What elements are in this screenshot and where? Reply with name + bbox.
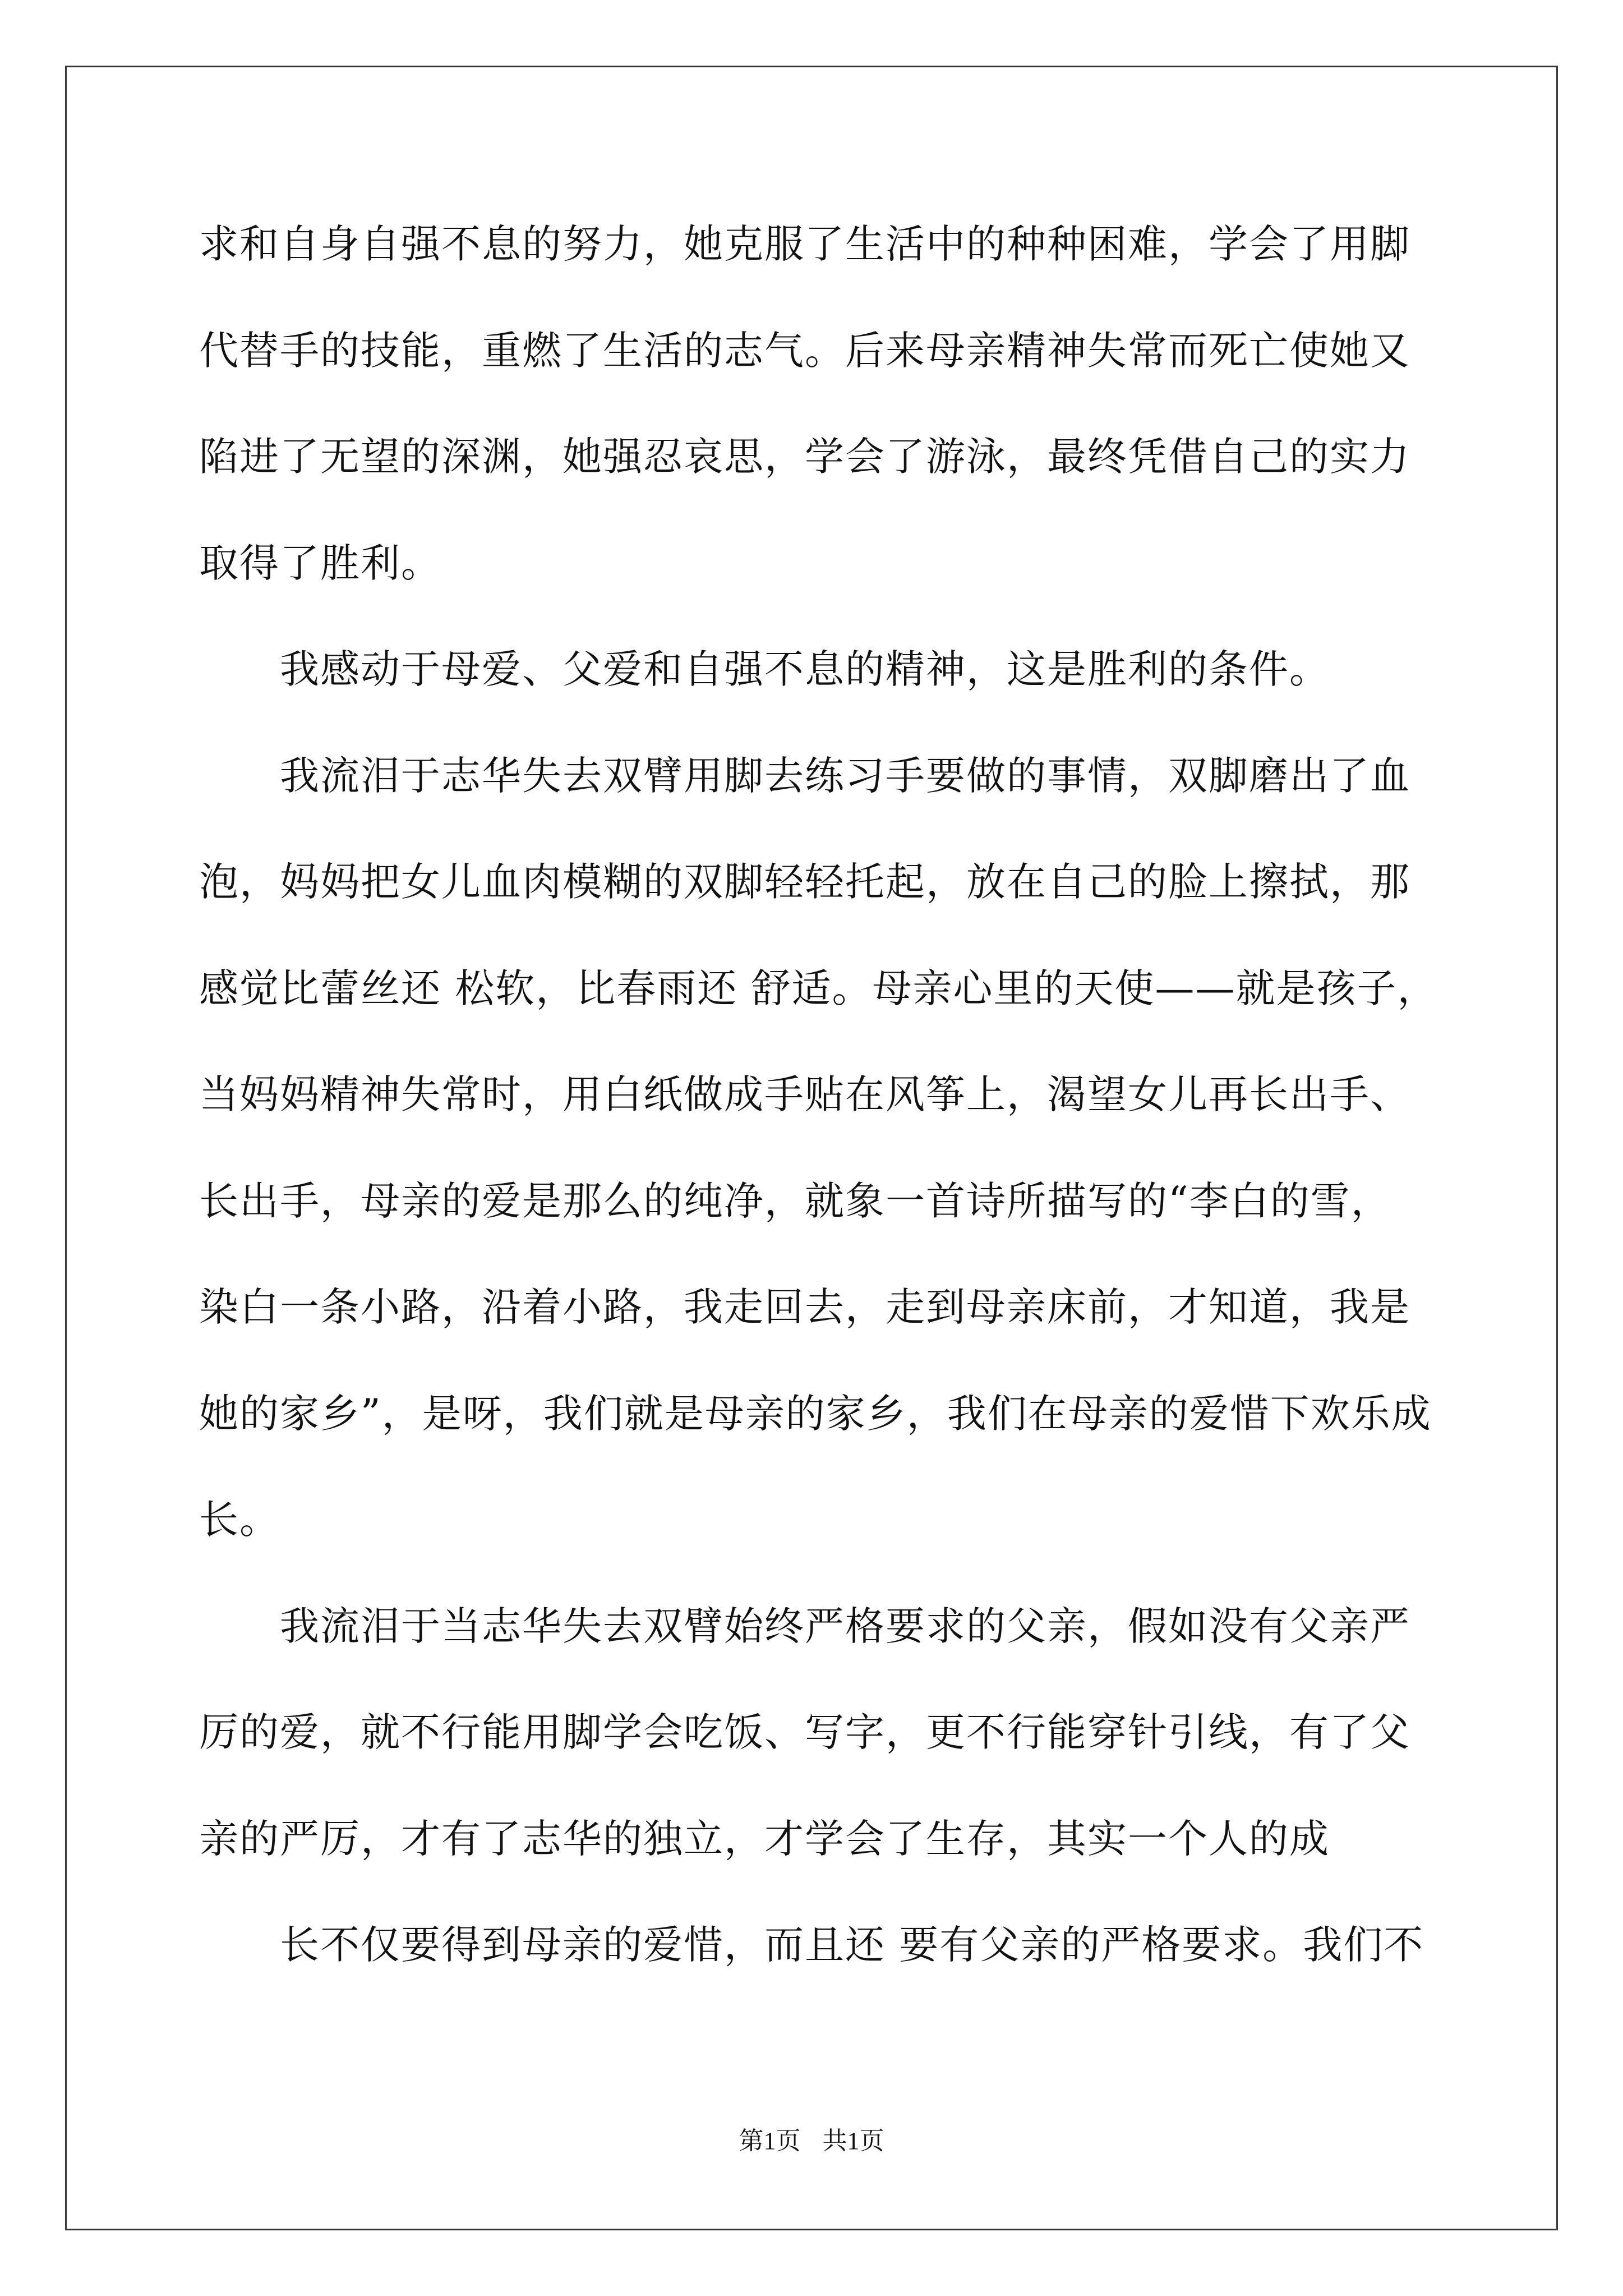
page-footer (0, 2129, 1623, 2154)
text-line: 当妈妈精神失常时，用白纸做成手贴在风筝上，渴望女儿再长出手、 (199, 1071, 1410, 1117)
paragraph-first-line: 我流泪于当志华失去双臂始终严格要求的父亲，假如没有父亲严 (280, 1603, 1410, 1649)
text-line: 陷进了无望的深渊，她强忍哀思，学会了游泳，最终凭借自己的实力 (199, 434, 1410, 480)
text-line: 取得了胜利。 (199, 540, 441, 586)
text-line: 泡，妈妈把女儿血肉模糊的双脚轻轻托起，放在自己的脸上擦拭，那 (199, 859, 1410, 905)
paragraph-first-line: 我流泪于志华失去双臂用脚去练习手要做的事情，双脚磨出了血 (280, 752, 1410, 799)
text-line: 感觉比蕾丝还 松软，比春雨还 舒适。母亲心里的天使——就是孩子， (199, 965, 1438, 1011)
document-body (199, 221, 1438, 2032)
text-line: 亲的严厉，才有了志华的独立，才学会了生存，其实一个人的成 (199, 1815, 1330, 1862)
text-line: 染白一条小路，沿着小路，我走回去，走到母亲床前，才知道，我是 (199, 1284, 1410, 1330)
text-line: 她的家乡”，是呀，我们就是母亲的家乡，我们在母亲的爱惜下欢乐成 (199, 1390, 1432, 1437)
paragraph-first-line: 我感动于母爱、父爱和自强不息的精神，这是胜利的条件。 (280, 646, 1330, 692)
paragraph-first-line: 长不仅要得到母亲的爱惜，而且还 要有父亲的严格要求。我们不 (280, 1922, 1424, 1968)
text-line: 求和自身自强不息的努力，她克服了生活中的种种困难，学会了用脚 (199, 221, 1410, 267)
text-line: 厉的爱，就不行能用脚学会吃饭、写字，更不行能穿针引线，有了父 (199, 1709, 1410, 1755)
page-total: 共1页 (822, 2127, 884, 2155)
text-line: 长出手，母亲的爱是那么的纯净，就象一首诗所描写的“李白的雪， (199, 1177, 1391, 1224)
text-line: 代替手的技能，重燃了生活的志气。后来母亲精神失常而死亡使她又 (199, 327, 1410, 374)
text-line: 长。 (199, 1497, 280, 1543)
page-number: 第1页 (739, 2127, 801, 2155)
